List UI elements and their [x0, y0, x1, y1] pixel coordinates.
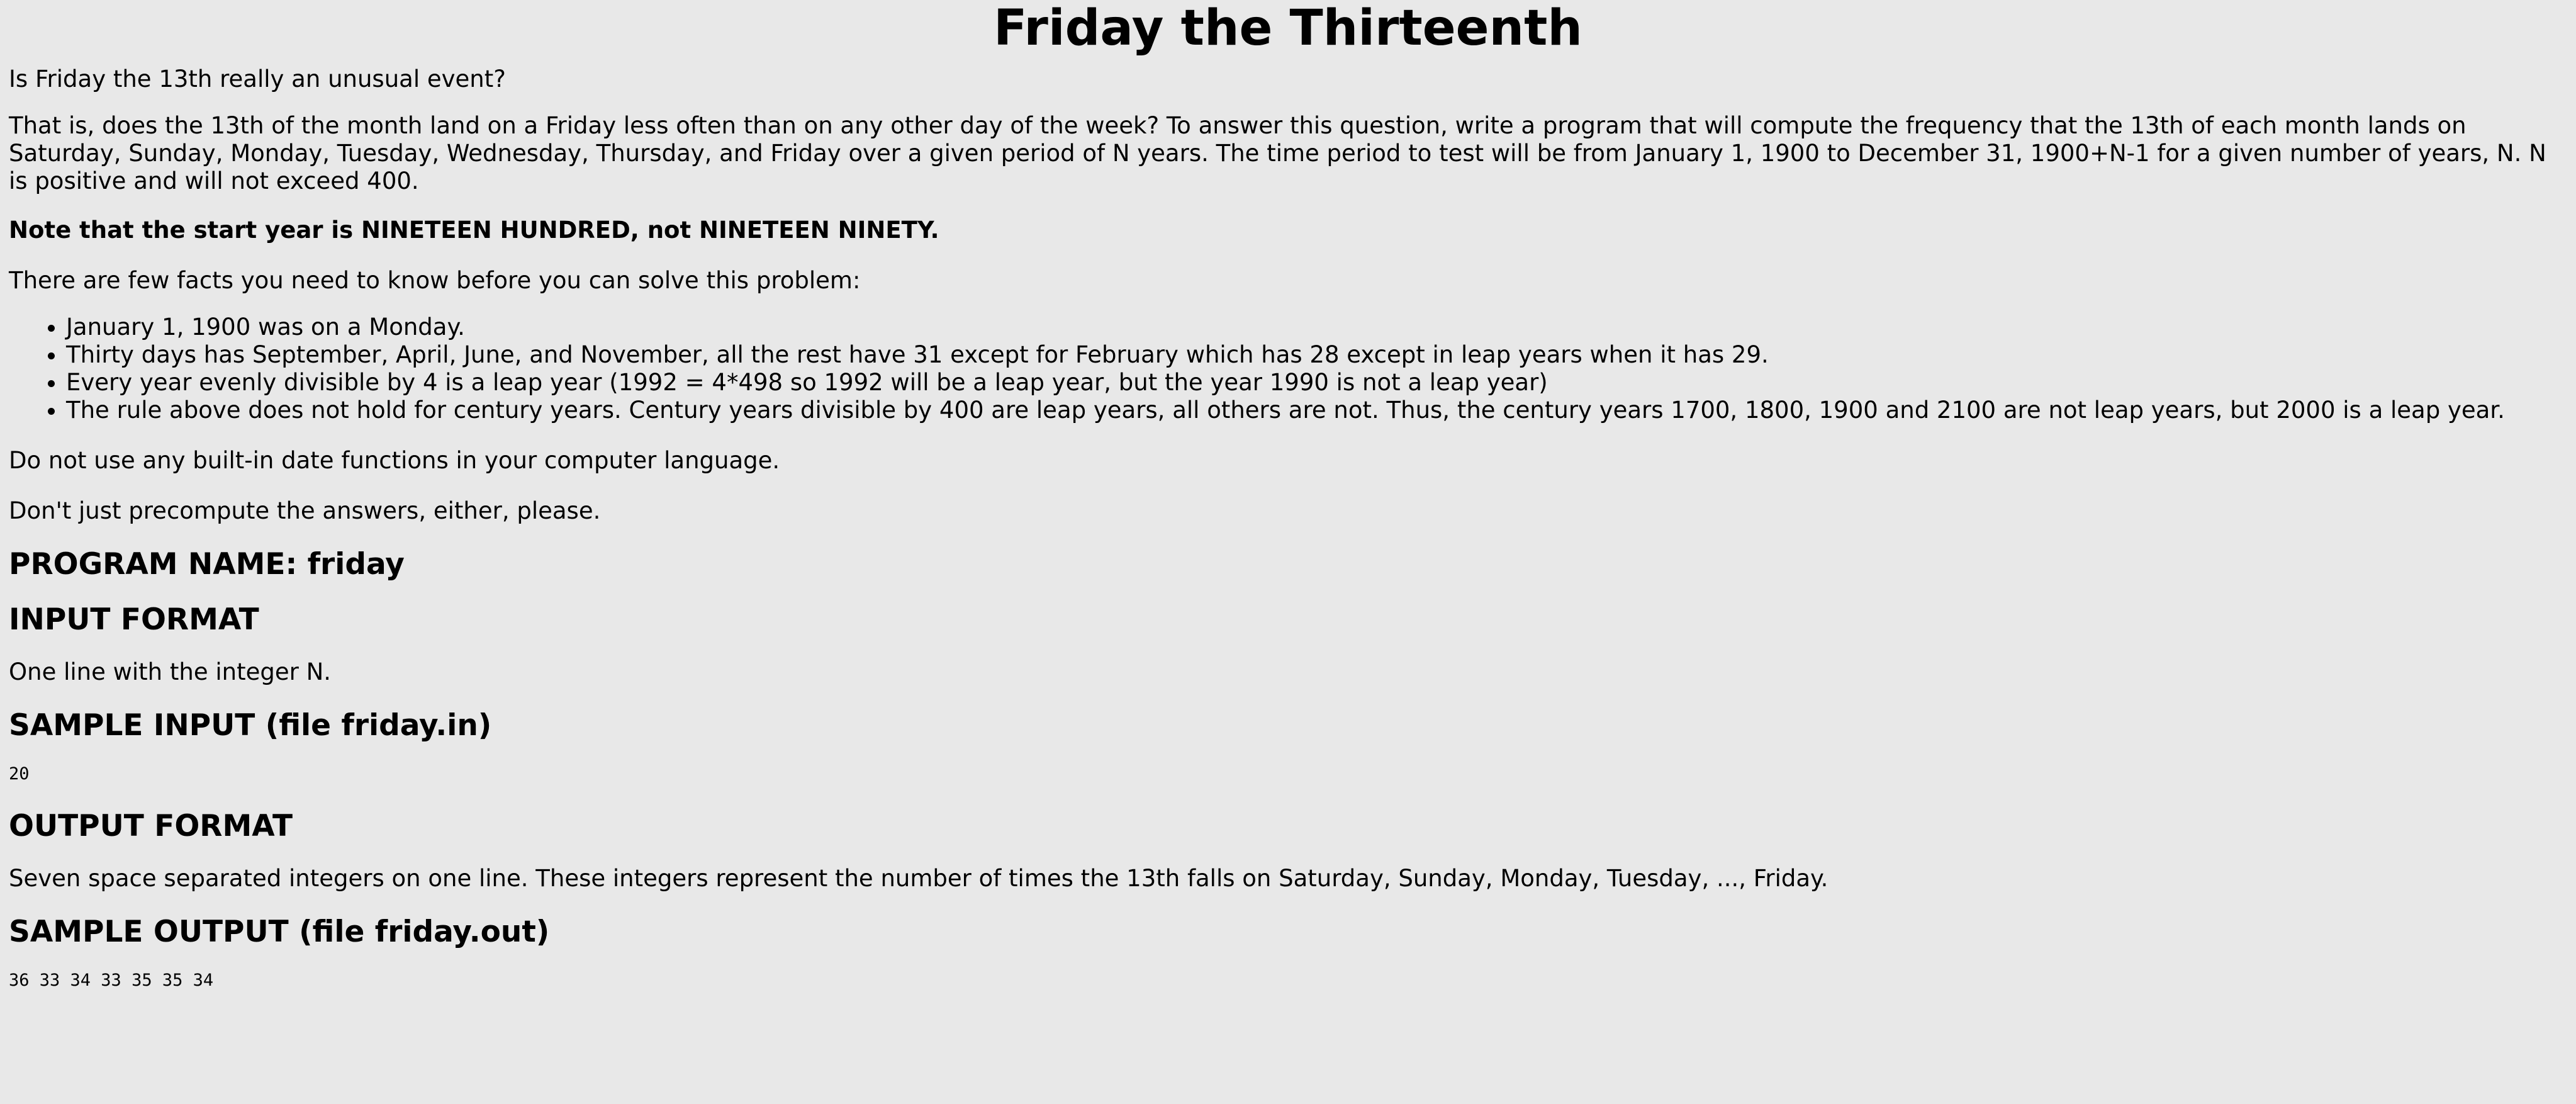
sample-output-block: 36 33 34 33 35 35 34: [9, 971, 214, 990]
fact-item: • The rule above does not hold for century years. Century years divisible by 400 are leap years, all others are not. Thus, the century years 1700, 1800, 1900 and 2100 are not leap years, but 2000 is a leap year.: [66, 397, 2567, 424]
sample-input-heading: SAMPLE INPUT (file friday.in): [9, 708, 492, 743]
input-format-text: One line with the integer N.: [9, 658, 332, 685]
description-paragraph: That is, does the 13th of the month land on a Friday less often than on any other day of the week? To answer this question, write a program that will compute the frequency that the 13th of each month lands on Saturday, Sunday, Monday, Tuesday, Wednesday, Thursday, and Friday over a given period of N years. The time period to test will be from January 1, 1900 to December 31, 1900+N-1 for a given number of years, N. N is positive and will not exceed 400.: [9, 112, 2546, 194]
output-format-heading: OUTPUT FORMAT: [9, 809, 293, 843]
note-paragraph: Note that the start year is NINETEEN HUNDRED, not NINETEEN NINETY.: [9, 217, 939, 244]
output-format-text: Seven space separated integers on one line. These integers represent the number of times the 13th falls on Saturday, Sunday, Monday, Tuesday, ..., Friday.: [9, 865, 1828, 892]
facts-intro-paragraph: There are few facts you need to know before you can solve this problem:: [9, 267, 861, 294]
input-format-heading: INPUT FORMAT: [9, 602, 259, 637]
page-title: Friday the Thirteenth: [994, 0, 1582, 57]
fact-item: • Every year evenly divisible by 4 is a leap year (1992 = 4*498 so 1992 will be a leap year, but the year 1990 is not a leap year): [66, 369, 2567, 397]
fact-item: • Thirty days has September, April, June, and November, all the rest have 31 except for February which has 28 except in leap years when it has 29.: [66, 341, 2567, 369]
fact-item: • January 1, 1900 was on a Monday.: [66, 313, 2567, 341]
program-name-heading: PROGRAM NAME: friday: [9, 547, 405, 582]
intro-paragraph: Is Friday the 13th really an unusual event?: [9, 65, 506, 93]
rule-no-precompute-paragraph: Don't just precompute the answers, either, please.: [9, 497, 601, 524]
sample-input-block: 20: [9, 764, 30, 784]
rule-no-builtins-paragraph: Do not use any built-in date functions in your computer language.: [9, 447, 780, 474]
facts-list: [9, 313, 2567, 424]
sample-output-heading: SAMPLE OUTPUT (file friday.out): [9, 915, 550, 949]
